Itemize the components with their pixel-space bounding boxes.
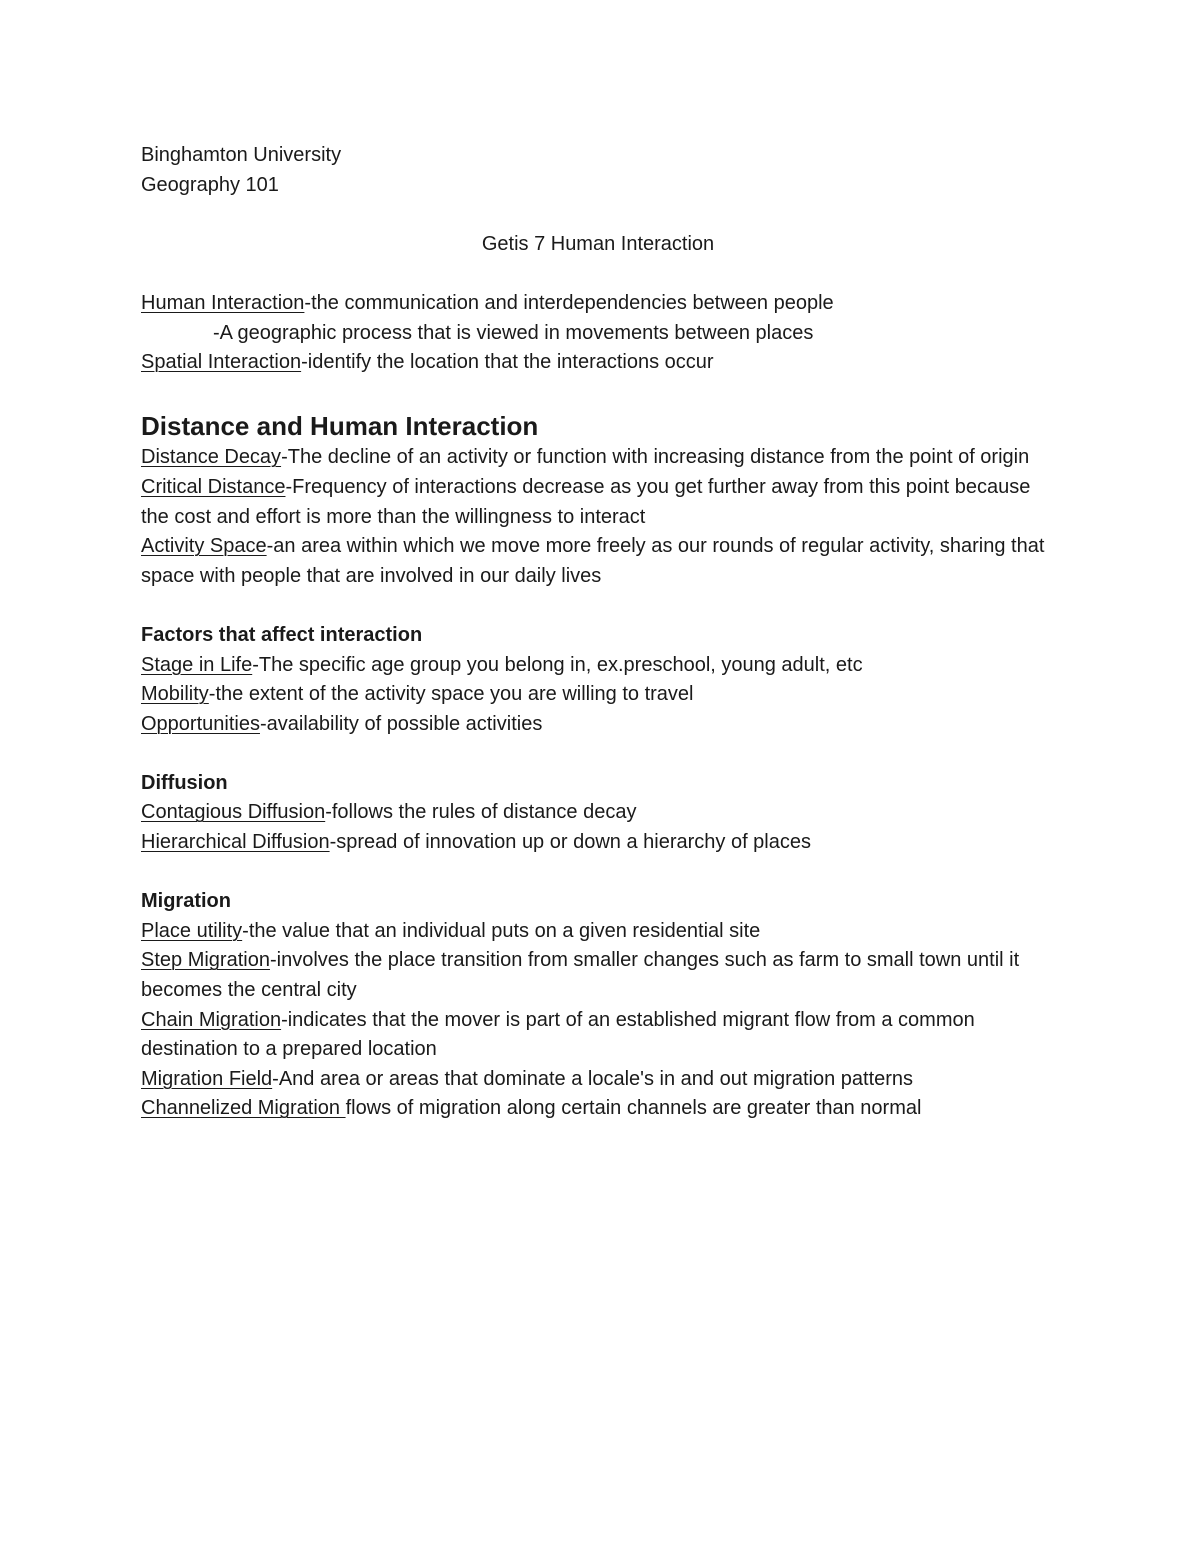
definition-mobility: [141, 680, 1061, 710]
spacer: [141, 858, 1061, 888]
definition-text: -the extent of the activity space you are willing to travel: [208, 683, 694, 706]
course-name: Geography 101: [141, 173, 279, 196]
definition-text: -Frequency of interactions decrease as you get further away from this point because the cost and effort is more than the willingness to interact: [141, 475, 1031, 528]
term-label: Activity Space: [141, 535, 267, 558]
definition-text: -identify the location that the interactions occur: [301, 351, 714, 374]
term-label: Spatial Interaction: [141, 351, 302, 374]
section-heading-factors: Factors that affect interaction: [141, 623, 423, 646]
definition-text: flows of migration along certain channels are greater than normal: [345, 1097, 922, 1120]
definition-critical-distance: [141, 473, 1061, 532]
term-label: Migration Field: [141, 1067, 273, 1090]
definition-text: -The specific age group you belong in, ex.preschool, young adult, etc: [252, 653, 863, 676]
definition-distance-decay: [141, 443, 1061, 473]
document-title: Getis 7 Human Interaction: [481, 232, 715, 255]
definition-text: -And area or areas that dominate a locale's in and out migration patterns: [272, 1067, 914, 1090]
term-label: Critical Distance: [141, 475, 286, 498]
definition-channelized-migration: [141, 1094, 1061, 1124]
institution-name: Binghamton University: [141, 144, 342, 166]
term-label: Channelized Migration: [141, 1097, 346, 1120]
definition-text: -indicates that the mover is part of an established migrant flow from a common destination to a prepared location: [141, 1008, 975, 1061]
definition-contagious-diffusion: [141, 798, 1061, 828]
definition-text: -the value that an individual puts on a given residential site: [242, 919, 761, 942]
definition-text: -The decline of an activity or function with increasing distance from the point of origin: [281, 446, 1030, 469]
definition-hierarchical-diffusion: [141, 828, 1061, 858]
spacer: [141, 739, 1061, 769]
spacer: [141, 378, 1061, 408]
definition-text: -an area within which we move more freely as our rounds of regular activity, sharing that space with people that are involved in our daily lives: [141, 535, 1045, 587]
definition-migration-field: [141, 1065, 1061, 1095]
term-label: Place utility: [141, 919, 243, 942]
term-label: Hierarchical Diffusion: [141, 831, 330, 854]
section-heading-migration: Migration: [141, 890, 231, 913]
term-label: Step Migration: [141, 949, 270, 972]
definition-text: -the communication and interdependencies between people: [304, 291, 834, 314]
term-label: Stage in Life: [141, 653, 253, 676]
section-heading-distance: Distance and Human Interaction: [141, 411, 539, 442]
definition-text: -availability of possible activities: [259, 712, 543, 735]
term-label: Human Interaction: [141, 291, 305, 314]
definition-step-migration: [141, 946, 1061, 1005]
definition-chain-migration: [141, 1006, 1061, 1065]
definition-activity-space: [141, 532, 1061, 591]
spacer: [141, 259, 1061, 289]
definition-spatial-interaction: [141, 348, 1061, 378]
definition-text: -involves the place transition from smaller changes such as farm to small town until it becomes the central city: [141, 949, 1020, 1002]
term-label: Distance Decay: [141, 446, 282, 469]
indented-note: -A geographic process that is viewed in movements between places: [213, 321, 814, 344]
term-label: Mobility: [141, 683, 209, 706]
definition-place-utility: [141, 917, 1061, 947]
spacer: [141, 591, 1061, 621]
definition-stage-in-life: [141, 651, 1061, 681]
definition-human-interaction: [141, 289, 1061, 319]
term-label: Chain Migration: [141, 1008, 282, 1031]
definition-text: -follows the rules of distance decay: [325, 801, 637, 824]
definition-opportunities: [141, 710, 1061, 740]
spacer: [141, 200, 1061, 230]
term-label: Opportunities: [141, 712, 260, 735]
definition-text: -spread of innovation up or down a hierarchy of places: [329, 831, 811, 854]
section-heading-diffusion: Diffusion: [141, 771, 228, 794]
document-body: [141, 141, 1061, 1124]
term-label: Contagious Diffusion: [141, 801, 326, 824]
